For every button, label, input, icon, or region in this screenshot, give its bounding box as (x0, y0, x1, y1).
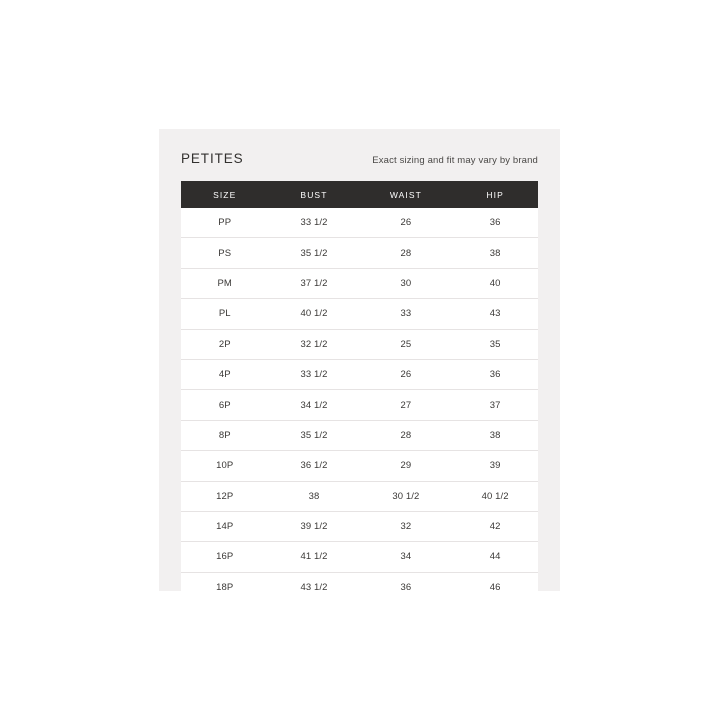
table-row (181, 268, 538, 298)
cell-waist: 25 (359, 329, 452, 359)
cell-hip: 40 (452, 268, 538, 298)
table-row (181, 359, 538, 389)
table-row (181, 481, 538, 511)
cell-bust: 37 1/2 (268, 268, 359, 298)
cell-hip: 43 (452, 299, 538, 329)
cell-size: 12P (181, 481, 268, 511)
cell-bust: 33 1/2 (268, 359, 359, 389)
cell-hip: 42 (452, 511, 538, 541)
cell-size: 10P (181, 451, 268, 481)
size-chart-table (181, 181, 538, 602)
table-row (181, 299, 538, 329)
cell-size: PS (181, 238, 268, 268)
table-row (181, 542, 538, 572)
table-header-row (181, 181, 538, 208)
cell-waist: 34 (359, 542, 452, 572)
table-row (181, 390, 538, 420)
cell-hip: 36 (452, 208, 538, 238)
table-row (181, 329, 538, 359)
cell-size: 18P (181, 572, 268, 602)
cell-waist: 27 (359, 390, 452, 420)
cell-size: PP (181, 208, 268, 238)
cell-hip: 38 (452, 420, 538, 450)
column-header-hip: HIP (452, 181, 538, 208)
cell-bust: 33 1/2 (268, 208, 359, 238)
table-row (181, 511, 538, 541)
cell-hip: 37 (452, 390, 538, 420)
column-header-waist: WAIST (359, 181, 452, 208)
table-row (181, 451, 538, 481)
page-title: PETITES (181, 151, 244, 166)
table-row (181, 238, 538, 268)
cell-hip: 38 (452, 238, 538, 268)
column-header-size: SIZE (181, 181, 268, 208)
cell-bust: 34 1/2 (268, 390, 359, 420)
cell-waist: 28 (359, 238, 452, 268)
cell-bust: 36 1/2 (268, 451, 359, 481)
cell-size: 14P (181, 511, 268, 541)
cell-waist: 30 1/2 (359, 481, 452, 511)
cell-size: 16P (181, 542, 268, 572)
column-header-bust: BUST (268, 181, 359, 208)
cell-bust: 35 1/2 (268, 420, 359, 450)
cell-size: PL (181, 299, 268, 329)
cell-bust: 40 1/2 (268, 299, 359, 329)
cell-waist: 33 (359, 299, 452, 329)
cell-hip: 40 1/2 (452, 481, 538, 511)
table-body (181, 208, 538, 602)
cell-waist: 26 (359, 208, 452, 238)
cell-hip: 39 (452, 451, 538, 481)
cell-bust: 32 1/2 (268, 329, 359, 359)
cell-size: 6P (181, 390, 268, 420)
cell-hip: 46 (452, 572, 538, 602)
cell-size: PM (181, 268, 268, 298)
cell-waist: 32 (359, 511, 452, 541)
cell-waist: 26 (359, 359, 452, 389)
cell-size: 2P (181, 329, 268, 359)
table-header (181, 181, 538, 208)
cell-waist: 36 (359, 572, 452, 602)
cell-waist: 28 (359, 420, 452, 450)
cell-size: 4P (181, 359, 268, 389)
cell-bust: 43 1/2 (268, 572, 359, 602)
table-row (181, 420, 538, 450)
cell-bust: 35 1/2 (268, 238, 359, 268)
cell-waist: 30 (359, 268, 452, 298)
cell-hip: 35 (452, 329, 538, 359)
size-chart-card (159, 129, 560, 591)
sizing-disclaimer: Exact sizing and fit may vary by brand (372, 155, 538, 166)
table-row (181, 572, 538, 602)
cell-waist: 29 (359, 451, 452, 481)
cell-bust: 41 1/2 (268, 542, 359, 572)
cell-size: 8P (181, 420, 268, 450)
card-header (181, 151, 538, 181)
cell-hip: 36 (452, 359, 538, 389)
table-row (181, 208, 538, 238)
cell-bust: 39 1/2 (268, 511, 359, 541)
cell-hip: 44 (452, 542, 538, 572)
cell-bust: 38 (268, 481, 359, 511)
